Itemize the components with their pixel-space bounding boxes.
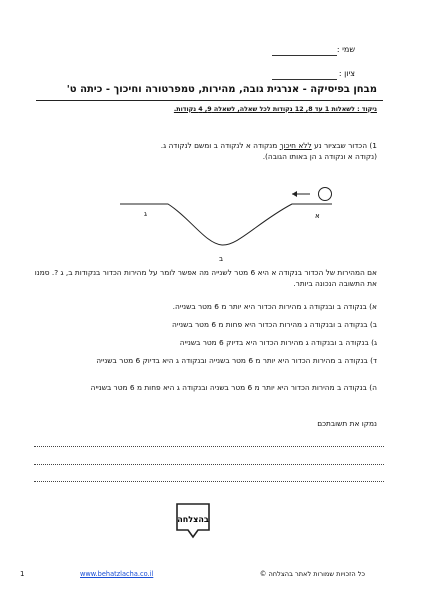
arrow-head-icon [292,191,297,197]
option-a[interactable]: א) בנקודה ב ובנקודה ג מהירות הכדור היא יותר מ 6 מטר בשנייה. [172,302,377,311]
track-curve [120,204,332,245]
track-diagram [110,178,350,268]
answer-line-2[interactable] [34,464,384,465]
page-title: מבחן בפיסיקה - אנרגית גובה, מהירות, טמפרטורה וחיכוך - כיתה ט' [66,84,377,95]
option-c[interactable]: ג) בנקודה ב ובנקודה ג מהירות הכדור היא בדיוק 6 מטר בשנייה [179,338,377,347]
title-divider [36,100,383,101]
justify-prompt: נמקו את תשובתכם [317,419,377,428]
option-d[interactable]: ד) בנקודה ב מהירות הכדור היא יותר מ 6 מטר בשנייה ובנקודה ג היא בדיוק 6 מטר בשנייה [96,356,377,365]
question-text-end: מנקודה א לנקודה ב ומשם לנקודה ג. [160,141,278,150]
grade-label: ציון : [338,69,355,78]
question-note: (נקודה א ונקודה ג הן באותו הגובה). [262,151,377,161]
option-b[interactable]: ב) בנקודה ב ובנקודה ג מהירות הכדור היא פחות מ 6 מטר בשנייה [172,320,377,329]
name-label: שמי : [336,45,355,54]
option-e[interactable]: ה) בנקודה ב מהירות הכדור היא יותר מ 6 מטר בשניה ובנקודה ג היא פחות מ 6 מטר בשנייה [90,383,377,392]
copyright-notice: כל הזכויות שמורות לאתר בהצלחה © [259,570,365,578]
question-1 [32,141,377,162]
logo-text: בהצלחה [177,515,209,524]
name-field[interactable] [272,55,337,56]
question-text-start: הכדור שבציור נע [314,141,368,150]
point-a-label: א [315,212,320,220]
point-b-label: ב [219,255,224,263]
page-number: 1 [20,570,25,578]
ball [319,188,332,201]
point-g-label: ג [144,210,147,218]
answer-line-3[interactable] [34,481,384,482]
scoring-note: ניקוד : לשאלות 1 עד 8, 12 נקודות לכל שאלה, לשאלה 9, 4 נקודות. [173,106,377,113]
grade-field[interactable] [272,79,337,80]
answer-line-1[interactable] [34,446,384,447]
question-number: 1) [369,141,377,150]
question-stem: אם המהירות של הכדור בנקודה א היא 6 מטר לשנייה מה אפשר לומר על מהירות הכדור בנקודות ב, ג ?. סמנו את התשובה הנכונה ביותר. [34,268,377,288]
no-friction-text: ללא חיכוך [279,141,312,150]
site-link[interactable]: www.behatzlacha.co.il [80,570,154,578]
behatzlacha-logo [174,501,212,541]
